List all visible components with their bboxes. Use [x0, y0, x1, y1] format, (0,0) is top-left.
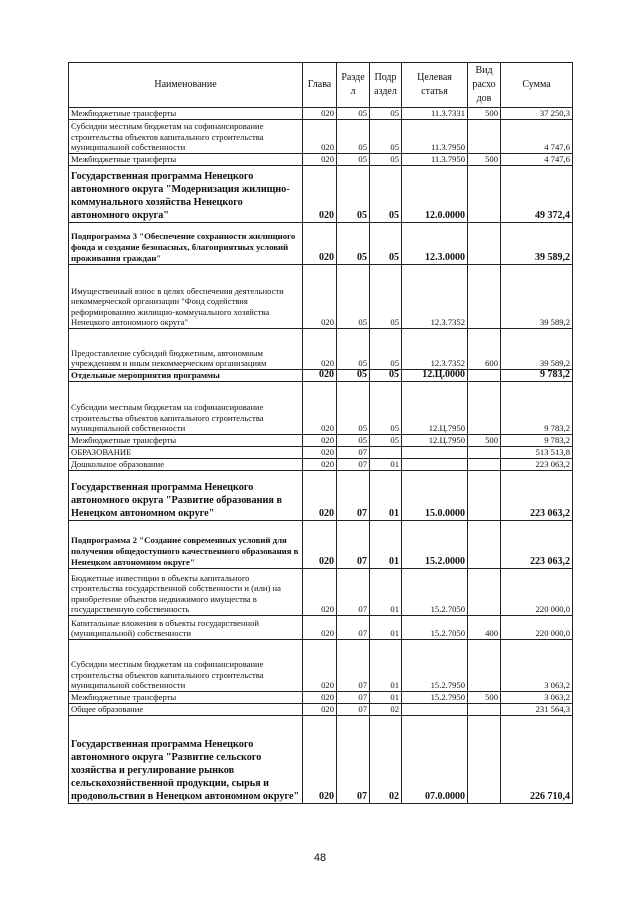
cell-razdel: 07 — [337, 471, 370, 521]
cell-summa: 4 747,6 — [501, 120, 573, 154]
cell-razdel: 05 — [337, 120, 370, 154]
cell-summa: 49 372,4 — [501, 166, 573, 223]
page-number: 48 — [313, 852, 327, 864]
cell-statya — [402, 459, 468, 471]
cell-glava: 020 — [303, 435, 337, 447]
table-row — [69, 447, 573, 459]
cell-podrazdel: 01 — [370, 471, 402, 521]
cell-razdel: 07 — [337, 616, 370, 640]
cell-podrazdel: 01 — [370, 616, 402, 640]
cell-vid: 500 — [468, 154, 501, 166]
cell-podrazdel: 01 — [370, 569, 402, 616]
cell-statya: 11.3.7950 — [402, 154, 468, 166]
cell-statya — [402, 704, 468, 716]
cell-razdel: 07 — [337, 640, 370, 692]
cell-podrazdel — [370, 447, 402, 459]
cell-podrazdel: 05 — [370, 329, 402, 370]
cell-podrazdel: 01 — [370, 521, 402, 569]
cell-statya: 15.2.7050 — [402, 616, 468, 640]
cell-name: Субсидии местным бюджетам на софинансирование строительства объектов капитального строительства муниципальной собственности — [69, 640, 303, 692]
cell-statya: 15.2.7950 — [402, 692, 468, 704]
cell-glava: 020 — [303, 166, 337, 223]
cell-summa: 231 564,3 — [501, 704, 573, 716]
cell-razdel: 07 — [337, 569, 370, 616]
cell-vid — [468, 166, 501, 223]
cell-summa: 223 063,2 — [501, 521, 573, 569]
cell-glava: 020 — [303, 459, 337, 471]
cell-statya: 12.3.0000 — [402, 223, 468, 265]
cell-podrazdel: 05 — [370, 435, 402, 447]
cell-statya: 15.2.0000 — [402, 521, 468, 569]
cell-podrazdel: 05 — [370, 382, 402, 435]
cell-glava: 020 — [303, 329, 337, 370]
cell-name: Межбюджетные трансферты — [69, 108, 303, 120]
cell-razdel: 07 — [337, 692, 370, 704]
header-glava: Глава — [303, 63, 337, 108]
cell-statya: 12.Ц.7950 — [402, 435, 468, 447]
table-header — [69, 63, 573, 108]
cell-glava: 020 — [303, 704, 337, 716]
cell-summa: 3 063,2 — [501, 692, 573, 704]
cell-name: Субсидии местным бюджетам на софинансирование строительства объектов капитального строительства муниципальной собственности — [69, 120, 303, 154]
cell-name: Предоставление субсидий бюджетным, автономным учреждениям и иным некоммерческим организациям — [69, 329, 303, 370]
cell-glava: 020 — [303, 471, 337, 521]
cell-glava: 020 — [303, 569, 337, 616]
cell-summa: 513 513,8 — [501, 447, 573, 459]
cell-statya: 12.3.7352 — [402, 329, 468, 370]
cell-razdel: 07 — [337, 704, 370, 716]
cell-glava: 020 — [303, 521, 337, 569]
table-row — [69, 382, 573, 435]
cell-glava: 020 — [303, 120, 337, 154]
header-summa: Сумма — [501, 63, 573, 108]
cell-statya: 15.2.7050 — [402, 569, 468, 616]
header-podrazdel: Подр аздел — [370, 63, 402, 108]
cell-razdel: 05 — [337, 329, 370, 370]
cell-vid — [468, 704, 501, 716]
cell-podrazdel: 02 — [370, 716, 402, 804]
cell-name: Общее образование — [69, 704, 303, 716]
table-row — [69, 569, 573, 616]
cell-statya: 12.0.0000 — [402, 166, 468, 223]
table-row — [69, 435, 573, 447]
cell-summa: 220 000,0 — [501, 616, 573, 640]
cell-vid — [468, 521, 501, 569]
cell-podrazdel: 01 — [370, 640, 402, 692]
table-row — [69, 640, 573, 692]
cell-name: Подпрограмма 3 "Обеспечение сохранности жилищного фонда и создание безопасных, благоприятных условий проживания граждан" — [69, 223, 303, 265]
cell-glava: 020 — [303, 447, 337, 459]
cell-razdel: 05 — [337, 154, 370, 166]
cell-razdel: 05 — [337, 108, 370, 120]
cell-vid: 500 — [468, 692, 501, 704]
cell-name: ОБРАЗОВАНИЕ — [69, 447, 303, 459]
cell-vid — [468, 370, 501, 382]
cell-summa: 226 710,4 — [501, 716, 573, 804]
table-row — [69, 616, 573, 640]
cell-glava: 020 — [303, 223, 337, 265]
cell-name: Межбюджетные трансферты — [69, 692, 303, 704]
cell-vid — [468, 459, 501, 471]
cell-glava: 020 — [303, 154, 337, 166]
cell-razdel: 05 — [337, 370, 370, 382]
table-row — [69, 154, 573, 166]
table-row — [69, 166, 573, 223]
cell-razdel: 05 — [337, 265, 370, 329]
cell-podrazdel: 05 — [370, 154, 402, 166]
cell-summa: 39 589,2 — [501, 329, 573, 370]
cell-razdel: 05 — [337, 166, 370, 223]
cell-podrazdel: 05 — [370, 166, 402, 223]
cell-razdel: 07 — [337, 716, 370, 804]
cell-summa: 3 063,2 — [501, 640, 573, 692]
cell-vid — [468, 382, 501, 435]
cell-vid — [468, 223, 501, 265]
cell-statya: 11.3.7950 — [402, 120, 468, 154]
cell-podrazdel: 05 — [370, 120, 402, 154]
cell-podrazdel: 02 — [370, 704, 402, 716]
cell-razdel: 07 — [337, 459, 370, 471]
table-row — [69, 108, 573, 120]
cell-vid — [468, 640, 501, 692]
cell-glava: 020 — [303, 640, 337, 692]
table-row — [69, 704, 573, 716]
cell-summa: 4 747,6 — [501, 154, 573, 166]
budget-table — [68, 62, 573, 804]
header-razdel: Разде л — [337, 63, 370, 108]
cell-summa: 39 589,2 — [501, 265, 573, 329]
table-row — [69, 521, 573, 569]
table-body — [69, 108, 573, 804]
table-row — [69, 459, 573, 471]
cell-summa: 39 589,2 — [501, 223, 573, 265]
cell-glava: 020 — [303, 616, 337, 640]
table-row — [69, 120, 573, 154]
cell-summa: 9 783,2 — [501, 435, 573, 447]
cell-podrazdel: 05 — [370, 108, 402, 120]
table-row — [69, 223, 573, 265]
cell-glava: 020 — [303, 265, 337, 329]
cell-name: Имущественный взнос в целях обеспечения деятельности некоммерческой организации "Фонд содействия реформированию жилищно-коммунального хозяйства Ненецкого автономного округа" — [69, 265, 303, 329]
cell-podrazdel: 05 — [370, 265, 402, 329]
cell-statya: 07.0.0000 — [402, 716, 468, 804]
cell-name: Государственная программа Ненецкого автономного округа "Модернизация жилищно-коммунального хозяйства Ненецкого автономного округа" — [69, 166, 303, 223]
cell-name: Капитальные вложения в объекты государственной (муниципальной) собственности — [69, 616, 303, 640]
cell-statya: 15.2.7950 — [402, 640, 468, 692]
cell-glava: 020 — [303, 692, 337, 704]
cell-statya: 15.0.0000 — [402, 471, 468, 521]
cell-vid — [468, 716, 501, 804]
cell-podrazdel: 05 — [370, 370, 402, 382]
cell-razdel: 05 — [337, 435, 370, 447]
cell-razdel: 07 — [337, 521, 370, 569]
cell-statya: 12.Ц.0000 — [402, 370, 468, 382]
cell-vid — [468, 471, 501, 521]
cell-vid: 500 — [468, 435, 501, 447]
header-name: Наименование — [69, 63, 303, 108]
cell-name: Межбюджетные трансферты — [69, 435, 303, 447]
cell-summa: 220 000,0 — [501, 569, 573, 616]
cell-statya: 12.3.7352 — [402, 265, 468, 329]
header-vid: Вид расхо дов — [468, 63, 501, 108]
cell-vid: 500 — [468, 108, 501, 120]
cell-name: Бюджетные инвестиции в объекты капитального строительства государственной собственности и (или) на приобретение объектов недвижимого имущества в государственную собственность — [69, 569, 303, 616]
header-statya: Целевая статья — [402, 63, 468, 108]
cell-name: Отдельные мероприятия программы — [69, 370, 303, 382]
cell-summa: 223 063,2 — [501, 459, 573, 471]
table-row — [69, 329, 573, 370]
cell-glava: 020 — [303, 370, 337, 382]
cell-razdel: 05 — [337, 382, 370, 435]
table-row — [69, 471, 573, 521]
cell-glava: 020 — [303, 108, 337, 120]
cell-podrazdel: 01 — [370, 459, 402, 471]
cell-summa: 9 783,2 — [501, 382, 573, 435]
cell-statya: 12.Ц.7950 — [402, 382, 468, 435]
table-row — [69, 265, 573, 329]
cell-name: Государственная программа Ненецкого автономного округа "Развитие сельского хозяйства и регулирование рынков сельскохозяйственной продукции, сырья и продовольствия в Ненецком автономном округе" — [69, 716, 303, 804]
cell-name: Подпрограмма 2 "Создание современных условий для получения общедоступного качественного образования в Ненецком автономном округе" — [69, 521, 303, 569]
cell-name: Межбюджетные трансферты — [69, 154, 303, 166]
cell-name: Государственная программа Ненецкого автономного округа "Развитие образования в Ненецком автономном округе" — [69, 471, 303, 521]
cell-razdel: 05 — [337, 223, 370, 265]
table-row — [69, 692, 573, 704]
cell-vid — [468, 447, 501, 459]
cell-glava: 020 — [303, 716, 337, 804]
cell-glava: 020 — [303, 382, 337, 435]
cell-name: Субсидии местным бюджетам на софинансирование строительства объектов капитального строительства муниципальной собственности — [69, 382, 303, 435]
cell-vid — [468, 120, 501, 154]
cell-statya — [402, 447, 468, 459]
cell-summa: 37 250,3 — [501, 108, 573, 120]
table-row — [69, 370, 573, 382]
table-row — [69, 716, 573, 804]
cell-podrazdel: 05 — [370, 223, 402, 265]
cell-name: Дошкольное образование — [69, 459, 303, 471]
cell-vid: 400 — [468, 616, 501, 640]
cell-vid — [468, 265, 501, 329]
cell-summa: 223 063,2 — [501, 471, 573, 521]
cell-vid: 600 — [468, 329, 501, 370]
cell-statya: 11.3.7331 — [402, 108, 468, 120]
cell-podrazdel: 01 — [370, 692, 402, 704]
cell-summa: 9 783,2 — [501, 370, 573, 382]
cell-vid — [468, 569, 501, 616]
cell-razdel: 07 — [337, 447, 370, 459]
